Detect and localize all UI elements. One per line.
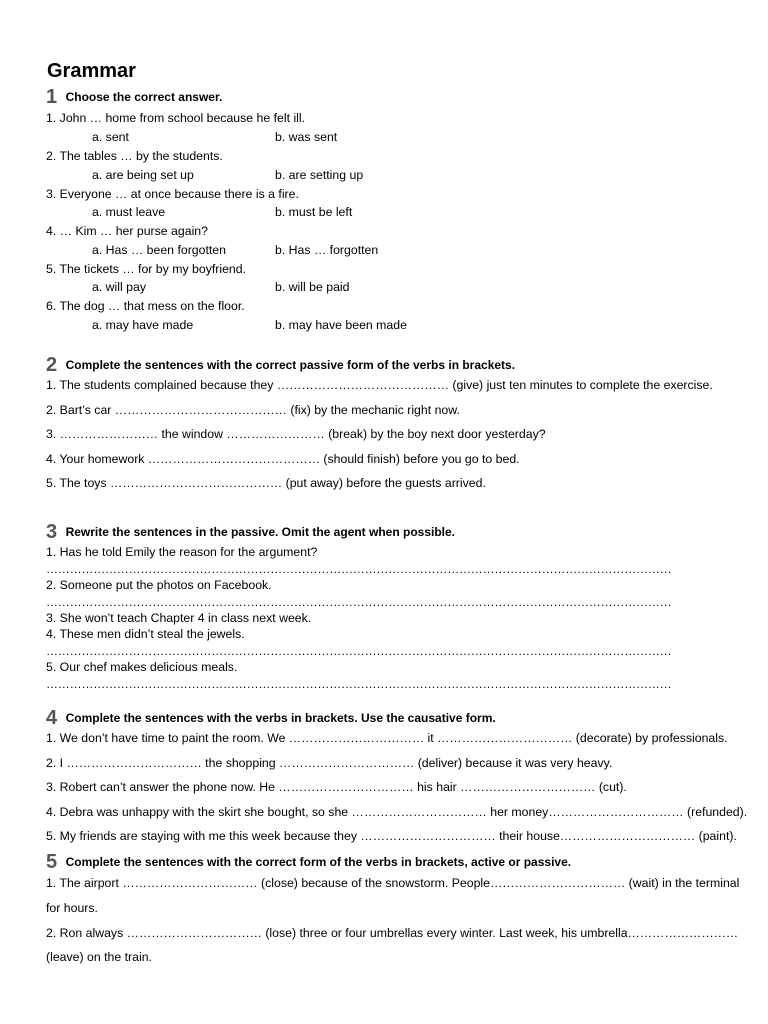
section-instruction: Rewrite the sentences in the passive. Omit the agent when possible. (65, 525, 456, 539)
option-a: a. sent (92, 130, 129, 144)
page-title: Grammar (47, 60, 136, 82)
section-instruction: Complete the sentences with the correct form of the verbs in brackets, active or passive. (65, 855, 572, 869)
option-b: b. may have been made (275, 318, 407, 332)
section-instruction: Complete the sentences with the verbs in brackets. Use the causative form. (65, 711, 496, 725)
question: 6. The dog … that mess on the floor. (46, 299, 245, 313)
sentence: 3. Robert can’t answer the phone now. He …………………………… his hair …………………………… (cut). (46, 780, 627, 794)
section-4-heading (46, 707, 496, 730)
sentence: 3. She won’t teach Chapter 4 in class next week. (46, 611, 312, 625)
section-1-heading (46, 86, 222, 109)
section-instruction: Complete the sentences with the correct passive form of the verbs in brackets. (65, 358, 516, 372)
answer-line: …………………………………………………………………………………………………………………………………………… (46, 562, 672, 576)
section-number: 2 (46, 354, 58, 376)
option-a: a. will pay (92, 280, 146, 294)
section-number: 1 (46, 86, 58, 108)
option-a: a. are being set up (92, 168, 194, 182)
sentence: 1. The students complained because they …………………………………… (give) just ten minutes to complete the exercise. (46, 378, 713, 392)
section-5-heading (46, 851, 571, 874)
sentence: 4. Debra was unhappy with the skirt she bought, so she …………………………… her money…………………………… (refunded). (46, 805, 748, 819)
question: 2. The tables … by the students. (46, 149, 223, 163)
option-a: a. may have made (92, 318, 194, 332)
sentence: 3. …………………… the window …………………… (break) by the boy next door yesterday? (46, 427, 546, 441)
sentence: 2. Someone put the photos on Facebook. (46, 578, 272, 592)
option-b: b. Has … forgotten (275, 243, 379, 257)
sentence: 4. These men didn’t steal the jewels. (46, 627, 245, 641)
sentence: 5. The toys …………………………………… (put away) before the guests arrived. (46, 476, 486, 490)
sentence: 1. The airport …………………………… (close) because of the snowstorm. People…………………………… (wait) in the terminal (46, 876, 740, 890)
answer-line: …………………………………………………………………………………………………………………………………………… (46, 595, 672, 609)
sentence: 1. Has he told Emily the reason for the argument? (46, 545, 318, 559)
question: 5. The tickets … for by my boyfriend. (46, 262, 247, 276)
section-number: 5 (46, 851, 58, 873)
section-2-heading (46, 354, 515, 377)
option-b: b. must be left (275, 205, 353, 219)
sentence: 1. We don’t have time to paint the room. We …………………………… it …………………………… (decorate) by professionals. (46, 731, 728, 745)
option-a: a. must leave (92, 205, 166, 219)
section-number: 3 (46, 521, 58, 543)
answer-line: …………………………………………………………………………………………………………………………………………… (46, 644, 672, 658)
question: 4. … Kim … her purse again? (46, 224, 208, 238)
sentence: 5. My friends are staying with me this week because they …………………………… their house…………………………… (paint). (46, 829, 737, 843)
section-instruction: Choose the correct answer. (65, 90, 223, 104)
section-number: 4 (46, 707, 58, 729)
sentence: 5. Our chef makes delicious meals. (46, 660, 238, 674)
option-a: a. Has … been forgotten (92, 243, 226, 257)
sentence: 4. Your homework …………………………………… (should finish) before you go to bed. (46, 452, 520, 466)
option-b: b. was sent (275, 130, 338, 144)
question: 3. Everyone … at once because there is a fire. (46, 187, 299, 201)
sentence: 2. I …………………………… the shopping …………………………… (deliver) because it was very heavy. (46, 756, 613, 770)
answer-line: …………………………………………………………………………………………………………………………………………… (46, 677, 672, 691)
sentence: 2. Bart’s car …………………………………… (fix) by the mechanic right now. (46, 403, 460, 417)
option-b: b. will be paid (275, 280, 350, 294)
sentence: 2. Ron always …………………………… (lose) three or four umbrellas every winter. Last week, his umbrella……………………… (46, 926, 739, 940)
sentence-continuation: for hours. (46, 901, 98, 915)
sentence-continuation: (leave) on the train. (46, 950, 152, 964)
section-3-heading (46, 521, 455, 544)
question: 1. John … home from school because he felt ill. (46, 111, 306, 125)
option-b: b. are setting up (275, 168, 364, 182)
